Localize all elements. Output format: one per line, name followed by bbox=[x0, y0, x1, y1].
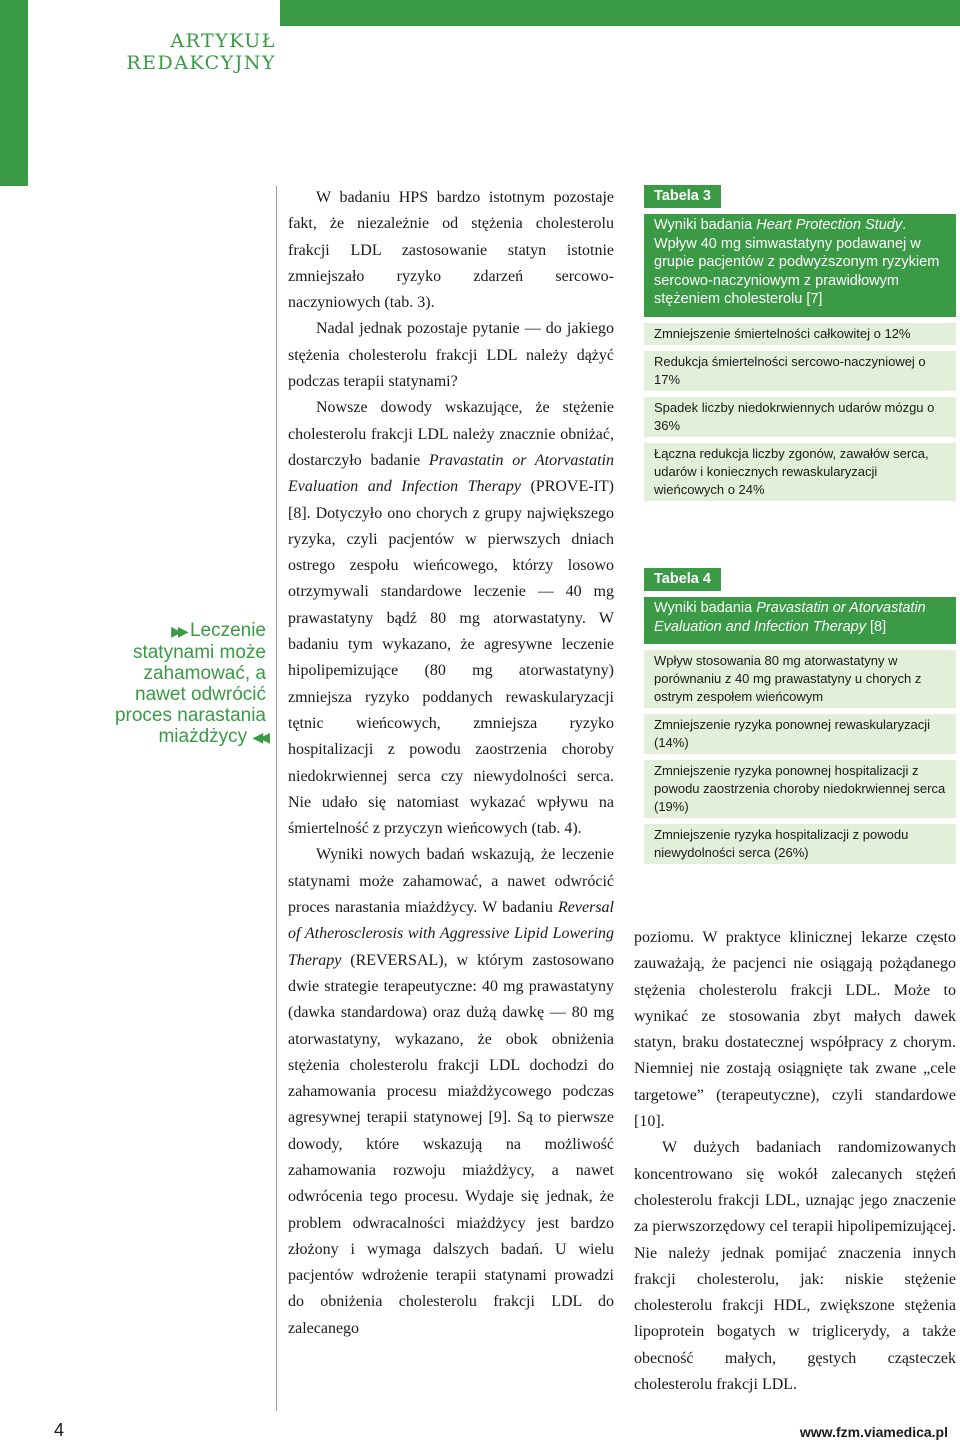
paragraph-3 bbox=[288, 395, 614, 842]
right-paragraph-1: poziomu. W praktyce klinicznej lekarze często zauważają, że pacjenci nie osiągają pożądanego stężenia cholesterolu frakcji LDL. Może to wynikać ze stosowania zbyt małych dawek statyn, braku dostatecznej współpracy z chorym. Niemniej nie zostają osiągnięte tak zwane „cele targetowe” (terapeutyczne), czyli standardowe [10]. bbox=[634, 929, 956, 1131]
table-3-rows bbox=[644, 323, 956, 501]
table-row: Zmniejszenie śmiertelności całkowitej o 12% bbox=[644, 323, 956, 345]
table-4-tag: Tabela 4 bbox=[644, 568, 721, 591]
paragraph-2: Nadal jednak pozostaje pytanie — do jakiego stężenia cholesterolu frakcji LDL należy dążyć podczas terapii statynami? bbox=[288, 320, 614, 391]
table-4-title-start: Wyniki badania bbox=[654, 600, 757, 616]
table-4 bbox=[644, 568, 956, 870]
paragraph-4 bbox=[288, 842, 614, 1342]
paragraph-3-start: Nowsze dowody wskazujące, że stężenie cholesterolu frakcji LDL należy znacznie obniżać, dostarczyło badanie bbox=[288, 399, 614, 469]
table-4-title-end: [8] bbox=[866, 618, 887, 635]
paragraph-4-start: Wyniki nowych badań wskazują, że leczenie statynami może zahamować, a nawet odwrócić proces narastania miażdżycy. W badaniu bbox=[288, 846, 614, 917]
table-3-study-name: Heart Protection Study bbox=[756, 217, 903, 233]
middle-column bbox=[288, 185, 614, 1342]
right-column bbox=[634, 925, 956, 1398]
table-3-title-start: Wyniki badania bbox=[654, 217, 757, 233]
table-4-title bbox=[644, 597, 956, 644]
study-name-prove-it: Pravastatin or Atorvastatin Evaluation and Infection Therapy bbox=[288, 451, 614, 496]
table-row: Zmniejszenie ryzyka ponownej hospitalizacji z powodu zaostrzenia choroby niedokrwiennej serca (19%) bbox=[644, 760, 956, 818]
arrow-right-icon: ▶▶ bbox=[171, 623, 185, 639]
table-row: Wpływ stosowania 80 mg atorwastatyny w porównaniu z 40 mg prawastatyny u chorych z ostrym zespołem wieńcowym bbox=[644, 650, 956, 708]
paragraph-3-end: (PROVE-IT) [8]. Dotyczyło ono chorych z grupy największego ryzyka, czyli pacjentów w pierwszych dniach ostrego zespołu wieńcowego, którzy losowo otrzymywali standardowe leczenie — 40 mg prawastatyny bądź 80 mg atorwastatyny. W badaniu tym wykazano, że agresywne leczenie hipolipemizujące (80 mg atorwastatyny) zmniejsza ryzyko poddanych rewaskularyzacji tętnic wieńcowych, zmniejsza ryzyko hospitalizacji z powodu zaostrzenia choroby niedokrwiennej serca czy niewydolności serca. Nie udało się natomiast wykazać wpływu na śmiertelność z przyczyn wieńcowych (tab. 4). bbox=[288, 478, 615, 838]
table-row: Łączna redukcja liczby zgonów, zawałów serca, udarów i koniecznych rewaskularyzacji wieńcowych o 24% bbox=[644, 443, 956, 501]
table-3-tag: Tabela 3 bbox=[644, 185, 721, 208]
table-row: Zmniejszenie ryzyka hospitalizacji z powodu niewydolności serca (26%) bbox=[644, 824, 956, 864]
section-title bbox=[126, 30, 276, 74]
page-number: 4 bbox=[54, 1420, 65, 1440]
section-title-line2: REDAKCYJNY bbox=[126, 52, 276, 74]
table-3-title-end: . Wpływ 40 mg simwastatyny podawanej w grupie pacjentów z podwyższonym ryzykiem sercowo-naczyniowym z prawidłowym stężeniem cholesterolu [7] bbox=[654, 217, 940, 307]
section-title-line1: ARTYKUŁ bbox=[170, 30, 276, 52]
table-4-study-name: Pravastatin or Atorvastatin Evaluation and Infection Therapy bbox=[654, 600, 926, 635]
pull-quote bbox=[100, 620, 266, 748]
table-4-rows bbox=[644, 650, 956, 864]
pull-quote-text: Leczenie statynami może zahamować, a nawet odwrócić proces narastania miażdżycy bbox=[114, 620, 266, 747]
table-row: Zmniejszenie ryzyka ponownej rewaskularyzacji (14%) bbox=[644, 714, 956, 754]
paragraph-1: W badaniu HPS bardzo istotnym pozostaje fakt, że niezależnie od stężenia cholesterolu frakcji LDL zastosowanie statyn istotnie zmniejszało ryzyko zdarzeń sercowo-naczyniowych (tab. 3). bbox=[288, 189, 614, 312]
section-color-tab bbox=[0, 0, 28, 186]
table-3 bbox=[644, 185, 956, 507]
header-color-bar bbox=[280, 0, 960, 26]
website-link[interactable]: www.fzm.viamedica.pl bbox=[799, 1424, 948, 1440]
paragraph-4-end: (REVERSAL), w którym zastosowano dwie strategie terapeutyczne: 40 mg prawastatyny (dawka standardowa) oraz dużą dawkę — 80 mg atorwastatyny, wykazano, że obok obniżenia stężenia cholesterolu frakcji LDL dochodzi do zahamowania procesu miażdżycowego podczas agresywnej terapii statynowej [9]. Są to pierwsze dowody, które wskazują na możliwość zahamowania rozwoju miażdżycy, a nawet odwrócenia tego procesu. Wydaje się jednak, że problem odwracalności miażdżycy jest bardzo złożony i wymaga dalszych badań. U wielu pacjentów wdrożenie terapii statynami prowadzi do obniżenia cholesterolu frakcji LDL do zalecanego bbox=[288, 951, 614, 1337]
table-row: Spadek liczby niedokrwiennych udarów mózgu o 36% bbox=[644, 397, 956, 437]
right-paragraph-2: W dużych badaniach randomizowanych koncentrowano się wokół zalecanych stężeń cholesterolu frakcji LDL, uznając jego znaczenie za pierwszorzędowy cel terapii hipolipemizującej. Nie należy jednak pomijać znaczenia innych frakcji cholesterolu, jak: niskie stężenie cholesterolu frakcji HDL, zwiększone stężenia lipoprotein bogatych w triglicerydy, a także obecność małych, gęstych cząsteczek cholesterolu frakcji LDL. bbox=[634, 1139, 956, 1394]
arrow-left-icon: ◀◀ bbox=[252, 729, 266, 745]
column-divider bbox=[276, 186, 277, 1411]
study-name-reversal: Reversal of Atherosclerosis with Aggressive Lipid Lowering Therapy bbox=[288, 899, 614, 969]
table-row: Redukcja śmiertelności sercowo-naczyniowej o 17% bbox=[644, 351, 956, 391]
table-3-title bbox=[644, 214, 956, 317]
